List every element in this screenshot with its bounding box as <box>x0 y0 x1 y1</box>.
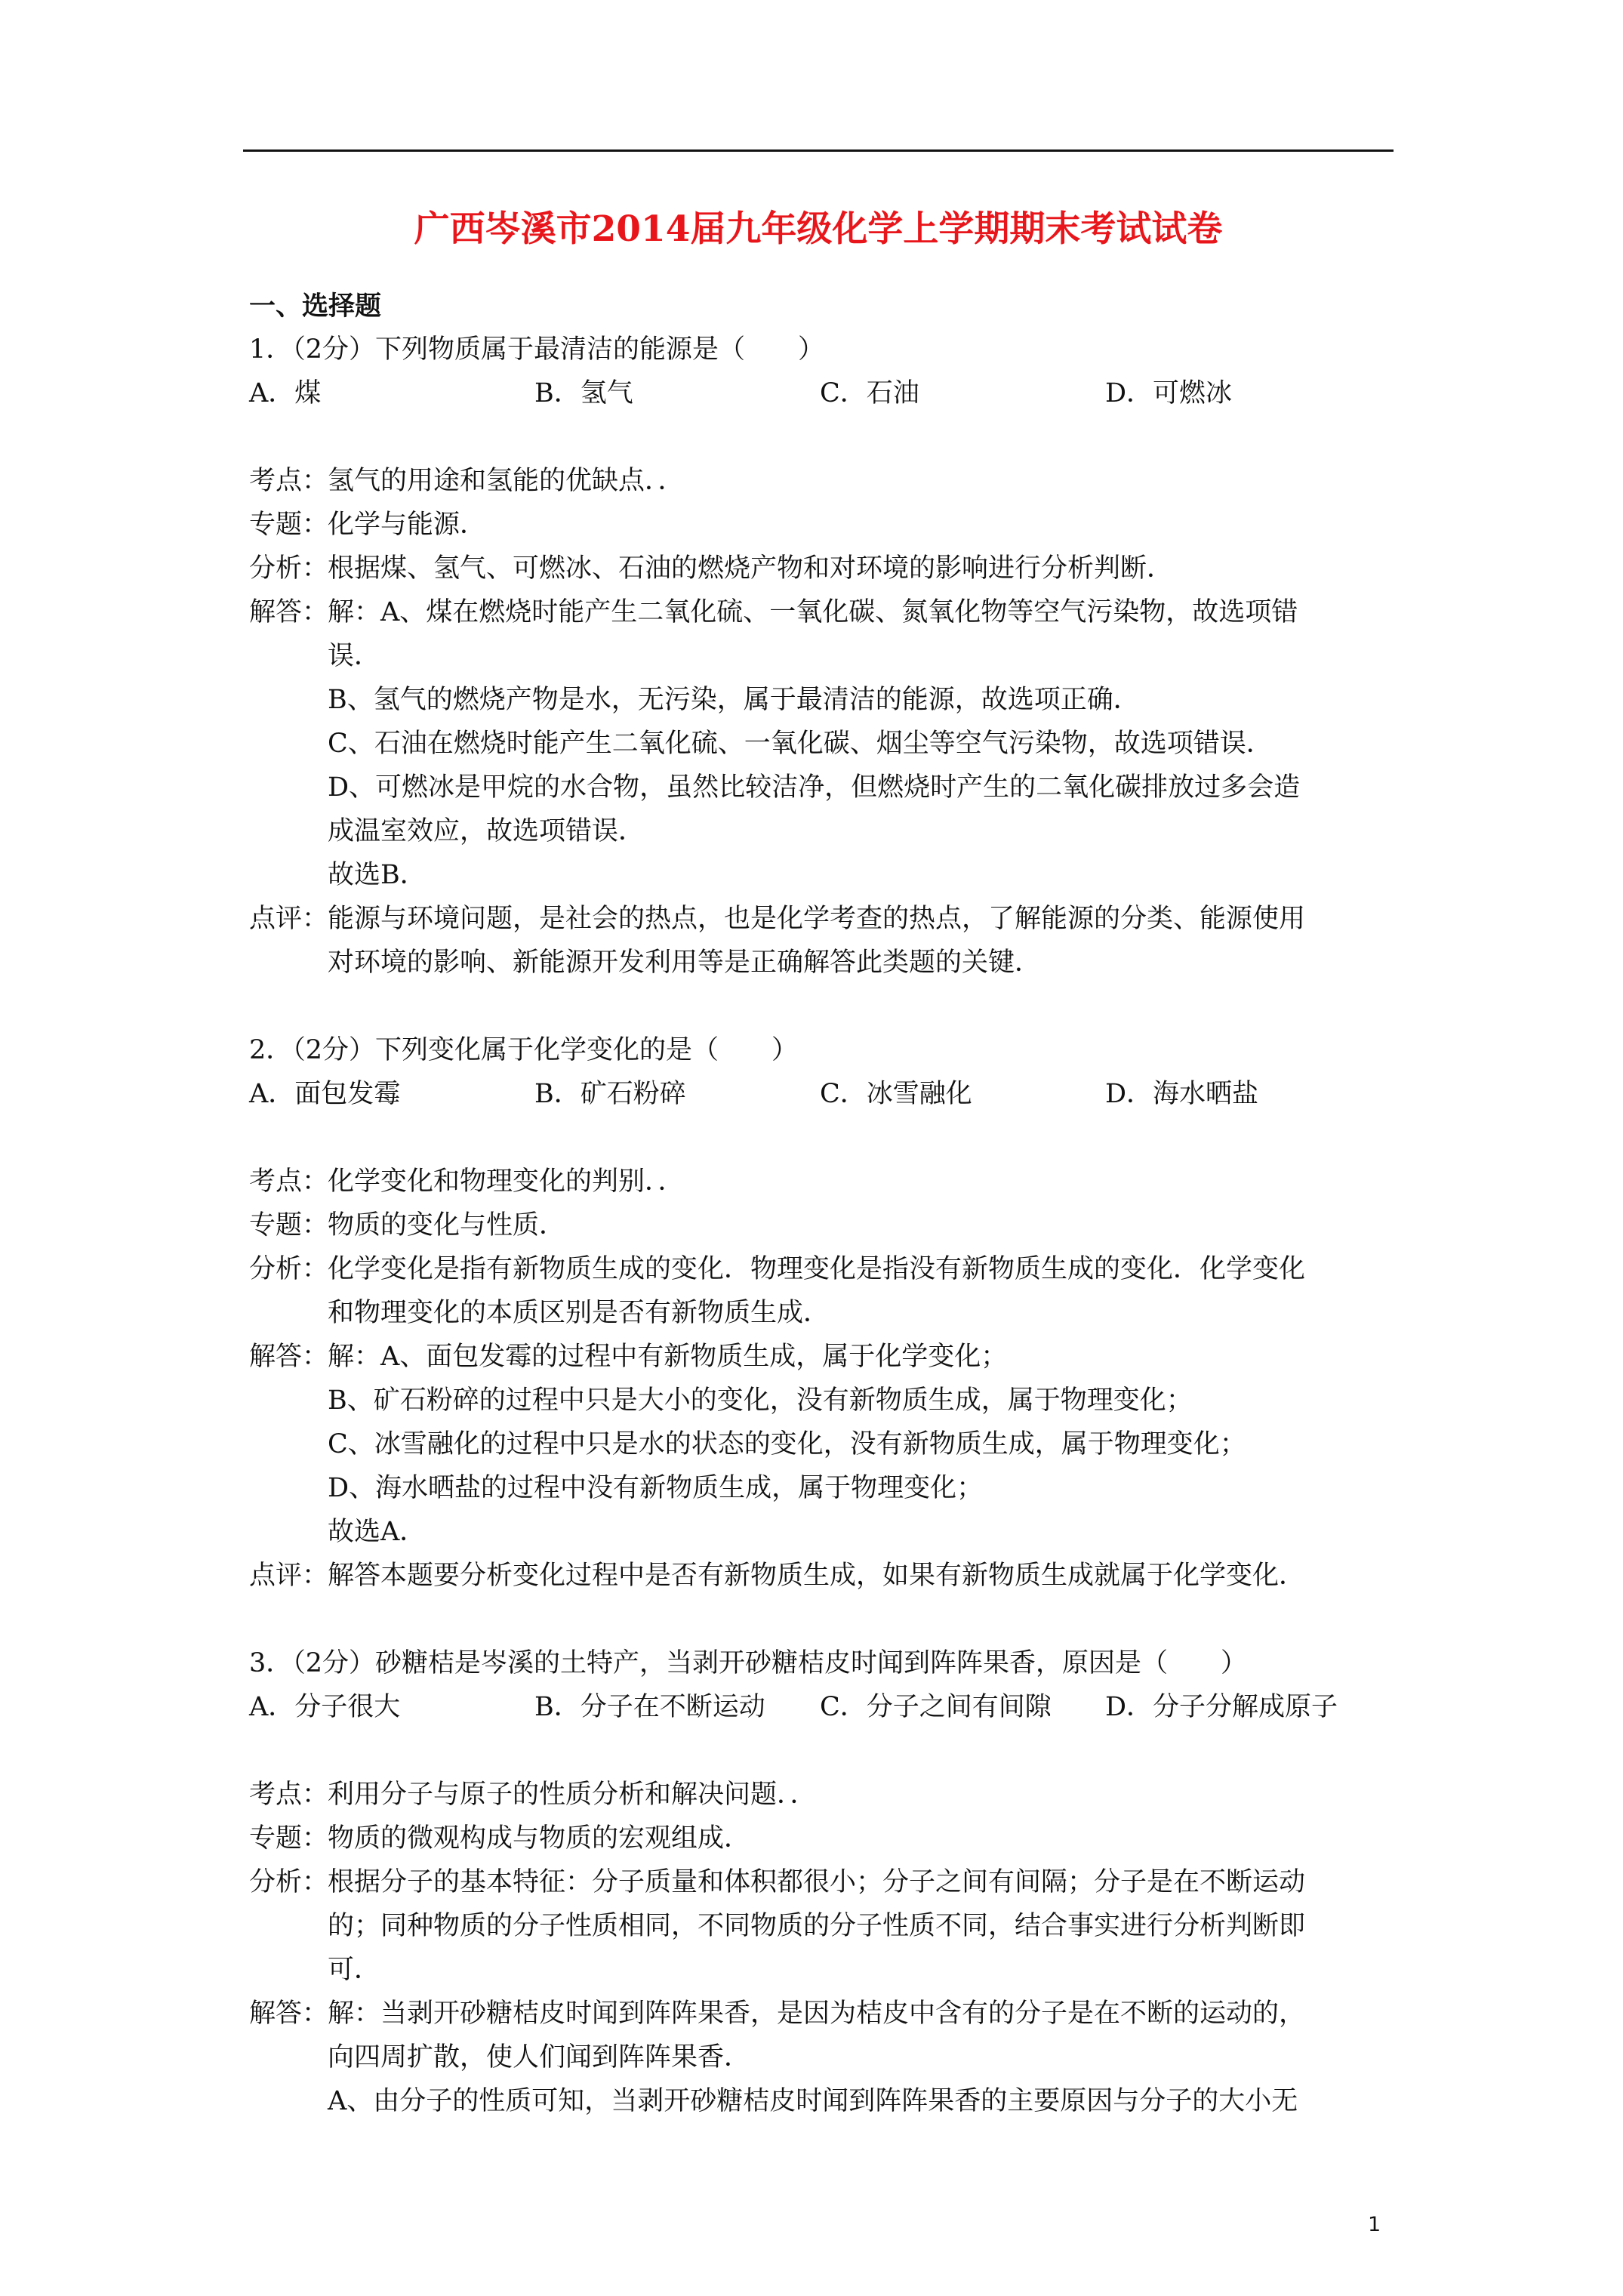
option-b: B．氢气 <box>534 378 633 408</box>
text-line: 和物理变化的本质区别是否有新物质生成． <box>328 1298 830 1328</box>
label-key: 分析： <box>249 553 329 584</box>
label-key: 专题： <box>249 510 329 540</box>
exam-title: 广西岑溪市2014届九年级化学上学期期末考试试卷 <box>414 208 1223 250</box>
label-key: 分析： <box>249 1254 329 1284</box>
text-line: 的；同种物质的分子性质相同，不同物质的分子性质不同，结合事实进行分析判断即 <box>328 1911 1306 1941</box>
header-rule <box>243 149 1394 152</box>
section-heading: 一、选择题 <box>249 291 382 322</box>
option-a: A．煤 <box>249 378 322 408</box>
label-text: 物质的微观构成与物质的宏观组成． <box>328 1823 751 1854</box>
label-key: 考点： <box>249 1166 329 1197</box>
option-c: C．分子之间有间隙 <box>820 1692 1052 1722</box>
fenxi <box>249 1860 1397 1992</box>
text-line: 误． <box>328 641 381 671</box>
question-stem: 3．（2分）砂糖桔是岑溪的土特产，当剥开砂糖桔皮时闻到阵阵果香，原因是（ ） <box>249 1648 1248 1678</box>
text-line: 根据煤、氢气、可燃冰、石油的燃烧产物和对环境的影响进行分析判断． <box>328 553 1174 584</box>
label-key: 点评： <box>249 904 329 934</box>
label-key: 考点： <box>249 466 329 496</box>
text-line: 向四周扩散，使人们闻到阵阵果香． <box>328 2042 751 2073</box>
option-c: C．冰雪融化 <box>820 1079 972 1109</box>
kaodian <box>249 1160 1397 1203</box>
text-line: 解：A、面包发霉的过程中有新物质生成，属于化学变化； <box>328 1342 1008 1372</box>
text-line: 故选A． <box>328 1517 427 1547</box>
label-text: 氢气的用途和氢能的优缺点．． <box>328 466 685 496</box>
option-row <box>249 371 1397 415</box>
zhuanti <box>249 1203 1397 1247</box>
question-stem: 1．（2分）下列物质属于最清洁的能源是（ ） <box>249 334 825 365</box>
option-d: D．分子分解成原子 <box>1105 1692 1338 1722</box>
question-2 <box>249 1028 1397 1598</box>
text-line: 化学变化是指有新物质生成的变化．物理变化是指没有新物质生成的变化．化学变化 <box>328 1254 1306 1284</box>
text-line: C、石油在燃烧时能产生二氧化硫、一氧化碳、烟尘等空气污染物，故选项错误． <box>328 729 1273 759</box>
label-key: 专题： <box>249 1210 329 1240</box>
option-d: D．海水晒盐 <box>1105 1079 1259 1109</box>
label-text: 利用分子与原子的性质分析和解决问题．． <box>328 1780 817 1810</box>
option-a: A．面包发霉 <box>249 1079 401 1109</box>
label-key: 点评： <box>249 1561 329 1591</box>
dianping <box>249 897 1397 985</box>
label-key: 解答： <box>249 597 329 627</box>
option-row <box>249 1072 1397 1116</box>
text-line: 能源与环境问题，是社会的热点，也是化学考查的热点，了解能源的分类、能源使用 <box>328 904 1306 934</box>
dianping <box>249 1554 1397 1598</box>
question-stem: 2．（2分）下列变化属于化学变化的是（ ） <box>249 1035 799 1065</box>
zhuanti <box>249 1817 1397 1860</box>
page-number: 1 <box>1368 2213 1381 2236</box>
text-line: 成温室效应，故选项错误． <box>328 816 645 846</box>
option-b: B．矿石粉碎 <box>534 1079 686 1109</box>
text-line: D、海水晒盐的过程中没有新物质生成，属于物理变化； <box>328 1473 984 1503</box>
text-line: D、可燃冰是甲烷的水合物，虽然比较洁净，但燃烧时产生的二氧化碳排放过多会造 <box>328 772 1301 803</box>
fenxi <box>249 1247 1397 1335</box>
label-key: 专题： <box>249 1823 329 1854</box>
option-d: D．可燃冰 <box>1105 378 1233 408</box>
text-line: B、氢气的燃烧产物是水，无污染，属于最清洁的能源，故选项正确． <box>328 685 1140 715</box>
text-line: B、矿石粉碎的过程中只是大小的变化，没有新物质生成，属于物理变化； <box>328 1385 1193 1416</box>
question-1 <box>249 328 1397 985</box>
text-line: C、冰雪融化的过程中只是水的状态的变化，没有新物质生成，属于物理变化； <box>328 1429 1246 1459</box>
option-b: B．分子在不断运动 <box>534 1692 765 1722</box>
text-line: 可． <box>328 1955 381 1985</box>
text-line: 对环境的影响、新能源开发利用等是正确解答此类题的关键． <box>328 948 1042 978</box>
text-line: 解：当剥开砂糖桔皮时闻到阵阵果香，是因为桔皮中含有的分子是在不断的运动的， <box>328 1999 1306 2029</box>
jieda <box>249 1335 1397 1554</box>
text-line: 根据分子的基本特征：分子质量和体积都很小；分子之间有间隔；分子是在不断运动 <box>328 1867 1306 1897</box>
fenxi <box>249 547 1397 590</box>
label-text: 化学与能源． <box>328 510 487 540</box>
label-text: 物质的变化与性质． <box>328 1210 566 1240</box>
jieda <box>249 590 1397 897</box>
text-line: 解答本题要分析变化过程中是否有新物质生成，如果有新物质生成就属于化学变化． <box>328 1561 1306 1591</box>
question-3 <box>249 1641 1397 2123</box>
exam-content <box>249 285 1397 2123</box>
option-c: C．石油 <box>820 378 919 408</box>
kaodian <box>249 1773 1397 1817</box>
option-a: A．分子很大 <box>249 1692 401 1722</box>
zhuanti <box>249 503 1397 547</box>
kaodian <box>249 459 1397 503</box>
label-key: 解答： <box>249 1999 329 2029</box>
label-text: 化学变化和物理变化的判别．． <box>328 1166 685 1197</box>
label-key: 考点： <box>249 1780 329 1810</box>
label-key: 分析： <box>249 1867 329 1897</box>
text-line: 解：A、煤在燃烧时能产生二氧化硫、一氧化碳、氮氧化物等空气污染物，故选项错 <box>328 597 1298 627</box>
text-line: 故选B． <box>328 860 427 890</box>
jieda <box>249 1992 1397 2123</box>
label-key: 解答： <box>249 1342 329 1372</box>
text-line: A、由分子的性质可知，当剥开砂糖桔皮时闻到阵阵果香的主要原因与分子的大小无 <box>328 2086 1298 2116</box>
option-row <box>249 1685 1397 1729</box>
